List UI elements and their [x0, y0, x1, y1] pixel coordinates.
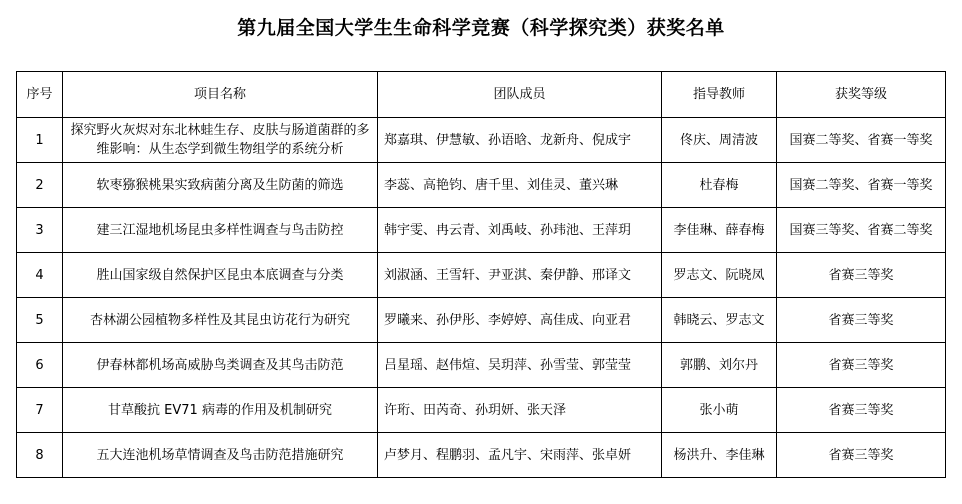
cell-team: 罗曦来、孙伊彤、李婷婷、高佳成、向亚君: [378, 298, 662, 343]
cell-project: 探究野火灰烬对东北林蛙生存、皮肤与肠道菌群的多维影响：从生态学到微生物组学的系统分析: [63, 118, 378, 163]
cell-advisor: 韩晓云、罗志文: [662, 298, 777, 343]
header-no: 序号: [17, 72, 63, 118]
cell-team: 郑嘉琪、伊慧敏、孙语晗、龙新舟、倪成宇: [378, 118, 662, 163]
page-title: 第九届全国大学生生命科学竞赛（科学探究类）获奖名单: [237, 17, 725, 39]
cell-award: 国赛二等奖、省赛一等奖: [777, 163, 946, 208]
cell-advisor: 郭鹏、刘尔丹: [662, 343, 777, 388]
awards-table: [16, 71, 946, 478]
header-advisor: 指导教师: [662, 72, 777, 118]
cell-no: 1: [17, 118, 63, 163]
cell-team: 许珩、田芮奇、孙玥妍、张天泽: [378, 388, 662, 433]
cell-advisor: 杜春梅: [662, 163, 777, 208]
table-row: [17, 388, 946, 433]
cell-advisor: 杨洪升、李佳琳: [662, 433, 777, 478]
cell-advisor: 李佳琳、薛春梅: [662, 208, 777, 253]
table-row: [17, 163, 946, 208]
cell-no: 2: [17, 163, 63, 208]
header-team: 团队成员: [378, 72, 662, 118]
cell-advisor: 罗志文、阮晓凤: [662, 253, 777, 298]
cell-award: 国赛三等奖、省赛二等奖: [777, 208, 946, 253]
cell-project: 软枣猕猴桃果实致病菌分离及生防菌的筛选: [63, 163, 378, 208]
cell-no: 5: [17, 298, 63, 343]
cell-no: 7: [17, 388, 63, 433]
table-row: [17, 433, 946, 478]
cell-no: 6: [17, 343, 63, 388]
cell-project: 建三江湿地机场昆虫多样性调查与鸟击防控: [63, 208, 378, 253]
cell-advisor: 张小萌: [662, 388, 777, 433]
table-row: [17, 298, 946, 343]
header-project: 项目名称: [63, 72, 378, 118]
table-row: [17, 118, 946, 163]
cell-project: 甘草酸抗 EV71 病毒的作用及机制研究: [63, 388, 378, 433]
cell-no: 4: [17, 253, 63, 298]
cell-award: 省赛三等奖: [777, 343, 946, 388]
cell-award: 省赛三等奖: [777, 298, 946, 343]
header-award: 获奖等级: [777, 72, 946, 118]
cell-project: 胜山国家级自然保护区昆虫本底调查与分类: [63, 253, 378, 298]
cell-project: 五大连池机场草情调查及鸟击防范措施研究: [63, 433, 378, 478]
cell-no: 3: [17, 208, 63, 253]
cell-no: 8: [17, 433, 63, 478]
table-row: [17, 253, 946, 298]
cell-award: 省赛三等奖: [777, 433, 946, 478]
cell-team: 韩宇雯、冉云青、刘禹岐、孙玮池、王萍玥: [378, 208, 662, 253]
cell-award: 国赛二等奖、省赛一等奖: [777, 118, 946, 163]
cell-project: 伊春林都机场高威胁鸟类调查及其鸟击防范: [63, 343, 378, 388]
cell-award: 省赛三等奖: [777, 253, 946, 298]
cell-project: 杏林湖公园植物多样性及其昆虫访花行为研究: [63, 298, 378, 343]
cell-advisor: 佟庆、周清波: [662, 118, 777, 163]
header-row: [17, 72, 946, 118]
cell-award: 省赛三等奖: [777, 388, 946, 433]
cell-team: 卢梦月、程鹏羽、孟凡宇、宋雨萍、张卓妍: [378, 433, 662, 478]
cell-team: 刘淑涵、王雪轩、尹亚淇、秦伊静、邢译文: [378, 253, 662, 298]
table-row: [17, 208, 946, 253]
cell-team: 李蕊、高艳钧、唐千里、刘佳灵、董兴琳: [378, 163, 662, 208]
table-row: [17, 343, 946, 388]
cell-team: 吕星瑶、赵伟煊、吴玥萍、孙雪莹、郭莹莹: [378, 343, 662, 388]
